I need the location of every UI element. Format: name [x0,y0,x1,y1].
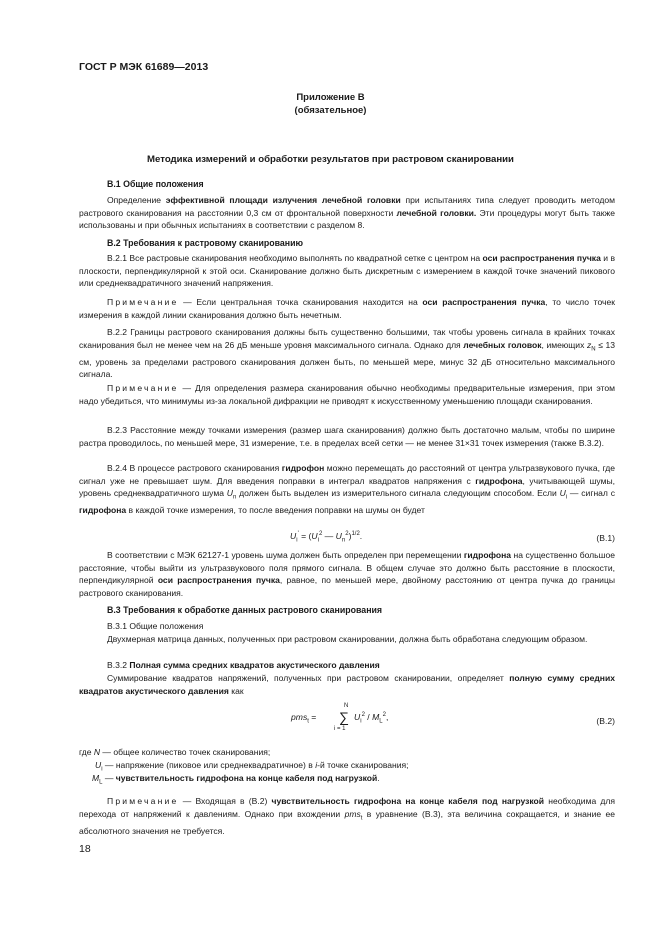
paragraph-b2-1: В.2.1 Все растровые сканирования необходимо выполнять по квадратной сетке с центром на оси распространения пучка и в плоскости, перпендикулярной к этой оси. Сканирование должно быть дискретным с измерением в каждой точке значений пикового или среднеквадратичного значений напряжения. [79,253,615,289]
document-header: ГОСТ Р МЭК 61689—2013 [79,61,209,73]
heading-b2: В.2 Требования к растровому сканированию [107,238,304,248]
paragraph-b3-2: Суммирование квадратов напряжений, полученных при растровом сканировании, определяет полную сумму средних квадратов акустического давления как [79,673,615,696]
heading-b3: В.3 Требования к обработке данных растрового сканирования [107,605,383,615]
paragraph-b3-1: Двухмерная матрица данных, полученных при растровом сканировании, должна быть обработана следующим образом. [107,634,588,644]
paragraph-b2-5: В соответствии с МЭК 62127-1 уровень шума должен быть определен при перемещении гидрофона на существенно большое расстояние, чтобы выйти из ультразвукового поля прямого сигнала. В общем случае это должно быть расстояние в плоскости, перпендикулярной оси распространения пучка, равное, по меньшей мере, двойному расстоянию от центра пучка до границы растрового сканирования. [79,550,615,598]
heading-b3-2: В.3.2 Полная сумма средних квадратов акустического давления [107,660,380,670]
page-number: 18 [79,843,91,855]
equation-b1: $U_i' = (U_i^2$ — $U_n^2)^{1/2}$. [290,531,363,544]
heading-b3-1: В.3.1 Общие положения [107,621,204,631]
note-b2-2: Примечание — Для определения размера сканирования обычно необходимы предварительные измерения, при этом надо убедиться, что минимумы из-за локальной дифракции не приводят к искусственному уменьшению площади сканирования. [79,383,615,406]
equation-number-b2: (В.2) [596,716,615,726]
note-b3: Примечание — Входящая в (В.2) чувствительность гидрофона на конце кабеля под нагрузкой необходима для перехода от напряжений к давлениям. Однако при вхождении pms$_t$ в уравнение (В.3), эта величина сокращается, и знание ее абсолютного значения не требуется. [79,796,616,836]
where-item-ml: $M_L$ — чувствительность гидрофона на конце кабеля под нагрузкой. [92,773,380,786]
paragraph-b2-3: В.2.3 Расстояние между точками измерения (размер шага сканирования) должно быть достаточно малым, чтобы по ширине растра проводилось, по меньшей мере, 31 измерение, т.е. в пределах всей сетки — не менее 31×31 точек измерения (также В.3.2). [79,425,615,448]
paragraph-b2-2: В.2.2 Границы растрового сканирования должны быть существенно большими, так чтобы уровень сигнала в крайних точках сканирования был не менее чем на 26 дБ меньше уровня максимального сигнала. Однако для лечебных головок, имеющих $z_N \le 13$ см, уровень за пределами растрового сканирования должен быть, по меньшей мере, минус 32 дБ относительно максимального сигнала. [79,327,615,380]
appendix-subtitle: (обязательное) [294,105,367,116]
where-item-n: где N — общее количество точек сканирования; [79,747,271,757]
note-b2-1: Примечание — Если центральная точка сканирования находится на оси распространения пучка, то число точек измерения в каждой линии сканирования должно быть нечетным. [79,297,615,320]
paragraph-b2-4: В.2.4 В процессе растрового сканирования гидрофон можно перемещать до расстояний от центра ультразвукового пучка, где сигнал уже не превышает шум. Для введения поправки в интеграл квадратов напряжения с гидрофона, учитывающей шумы, уровень среднеквадратичного шума $U_n$ должен быть выделен из измерительного сигнала следующим способом. Если $U_i$ — сигнал с гидрофона в каждой точке измерения, то после введения поправки на шумы он будет [79,463,615,516]
appendix-title: Приложение В [296,92,365,103]
section-title: Методика измерений и обработки результатов при растровом сканировании [147,154,514,165]
paragraph-b1: Определение эффективной площади излучения лечебной головки при испытаниях типа следует проводить методом растрового сканирования на расстоянии 0,3 см от фронтальной поверхности лечебной головки. Эти процедуры могут быть также использованы и при обычных испытаниях в соответствии с разделом 8. [79,195,616,231]
heading-b1: В.1 Общие положения [107,179,204,189]
equation-number-b1: (В.1) [596,533,615,543]
where-item-ui: $U_i$ — напряжение (пиковое или среднеквадратичное) в i-й точке сканирования; [95,760,409,773]
